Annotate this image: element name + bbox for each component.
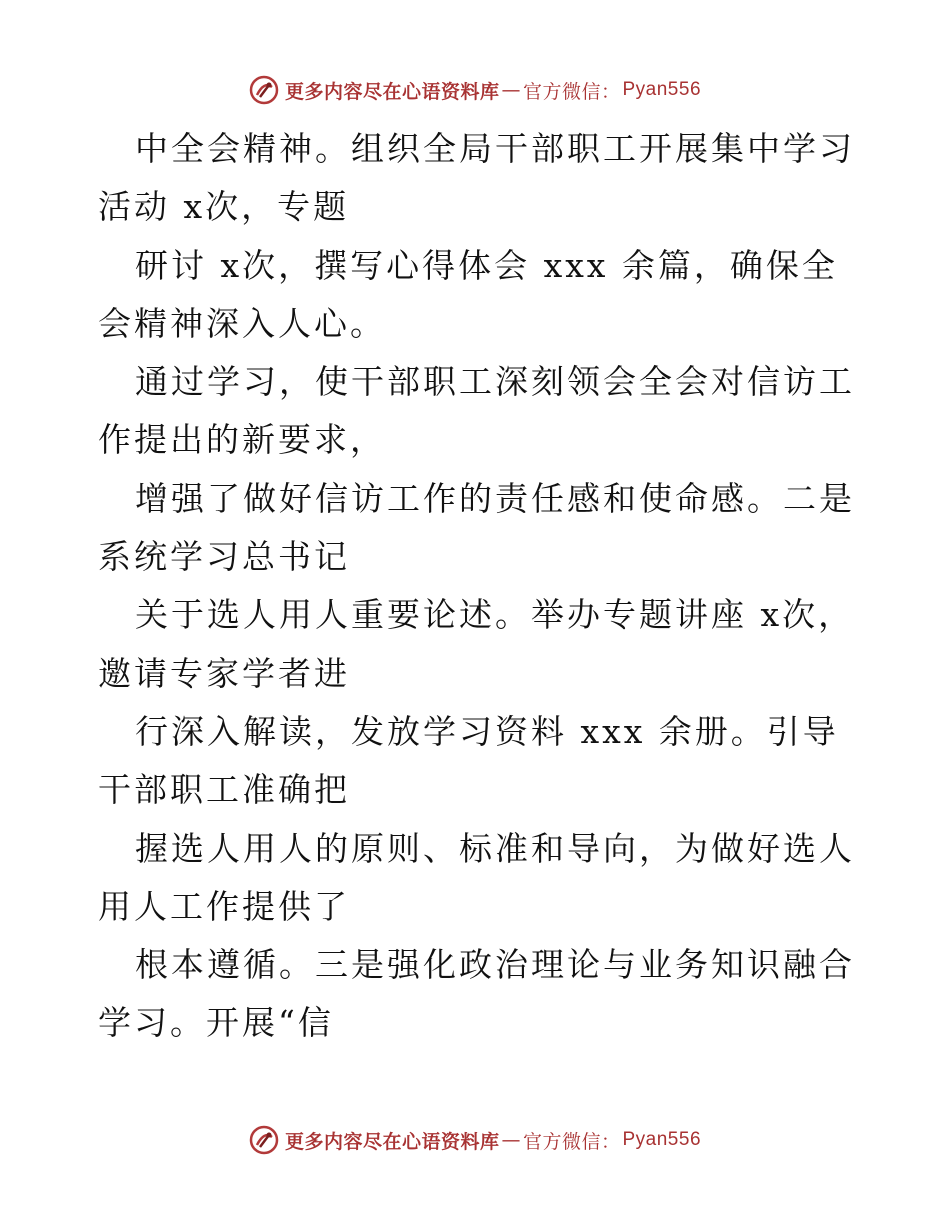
page-header-watermark: [0, 72, 950, 108]
header-wechat-label: 官方微信：: [522, 80, 621, 103]
header-brand-text: 更多内容尽在心语资料库: [284, 80, 500, 103]
brand-logo-icon: [249, 75, 279, 105]
page-footer-watermark: [0, 1122, 950, 1158]
paragraph-8: 根本遵循。三是强化政治理论与业务知识融合学习。开展“信: [98, 945, 855, 1043]
paragraph-6: 行深入解读，发放学习资料 xxx 余册。引导干部职工准确把: [98, 711, 839, 810]
brand-logo-icon: [249, 1125, 279, 1155]
header-separator: —: [501, 79, 521, 101]
footer-brand-text: 更多内容尽在心语资料库: [284, 1130, 500, 1153]
paragraph-7: 握选人用人的原则、标准和导向，为做好选人用人工作提供了: [98, 828, 855, 926]
paragraph-1: 中全会精神。组织全局干部职工开展集中学习活动 x次，专题: [98, 129, 855, 227]
paragraph-5: 关于选人用人重要论述。举办专题讲座 x次，邀请专家学者进: [98, 595, 855, 693]
footer-wechat-id: Pyan556: [622, 1129, 702, 1150]
document-body: [98, 120, 858, 1053]
footer-wechat-label: 官方微信：: [522, 1130, 621, 1153]
header-wechat-id: Pyan556: [622, 79, 702, 100]
paragraph-2: 研讨 x次，撰写心得体会 xxx 余篇，确保全会精神深入人心。: [98, 245, 838, 343]
paragraph-4: 增强了做好信访工作的责任感和使命感。二是系统学习总书记: [98, 478, 855, 577]
paragraph-3: 通过学习，使干部职工深刻领会全会对信访工作提出的新要求，: [98, 362, 855, 460]
footer-separator: —: [501, 1129, 521, 1151]
